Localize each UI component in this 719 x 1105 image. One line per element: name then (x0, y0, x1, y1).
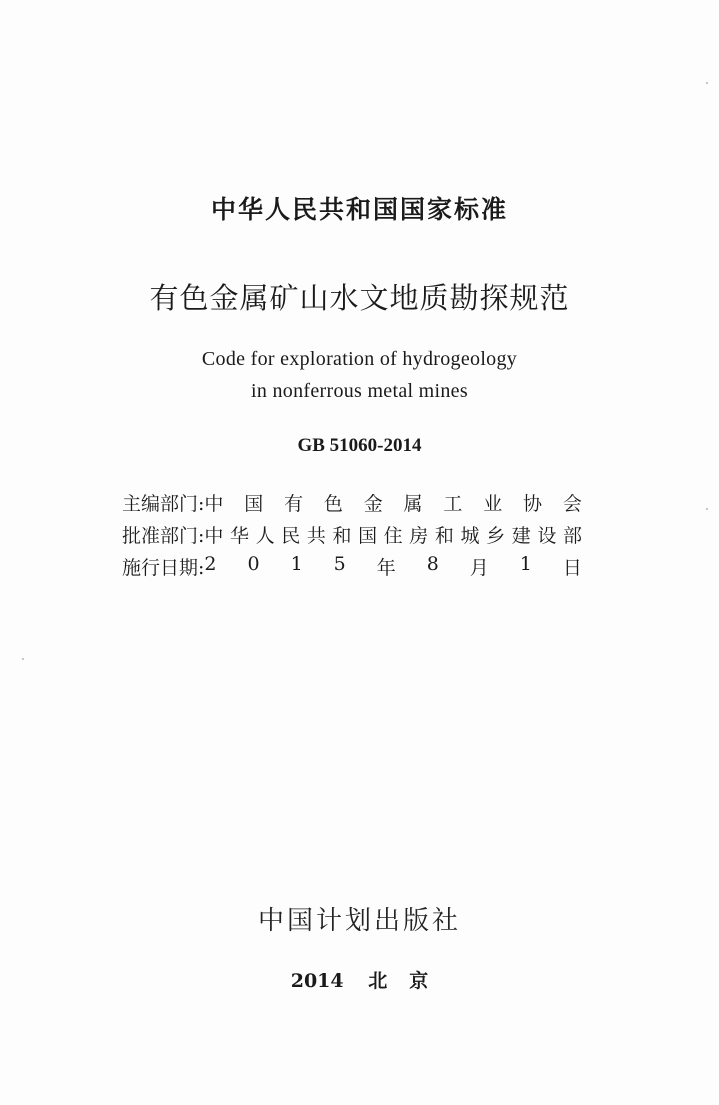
publisher-name: 中国计划出版社 (257, 906, 461, 936)
paper-speck (22, 658, 24, 660)
editor-department-label: 主编部门: (122, 492, 205, 515)
approval-department-label: 批准部门: (122, 524, 205, 547)
paper-speck (706, 82, 708, 84)
effective-date-row (122, 550, 582, 582)
publication-year-place (0, 966, 719, 993)
editor-department-row (122, 486, 582, 518)
publication-year: 2014 (290, 970, 344, 992)
effective-date-value: 2 0 1 5 年 8 月 1 日 (204, 552, 582, 579)
approval-department-row (122, 518, 582, 550)
standard-code: GB 51060-2014 (297, 435, 422, 456)
english-title-line-1: Code for exploration of hydrogeology (201, 348, 518, 370)
standard-type-heading: 中华人民共和国国家标准 (210, 195, 508, 224)
effective-date-label: 施行日期: (122, 556, 205, 579)
editor-department-value: 中 国 有 色 金 属 工 业 协 会 (204, 492, 582, 515)
english-title-line-2: in nonferrous metal mines (251, 380, 468, 402)
publication-city: 北京 (368, 970, 451, 992)
paper-speck (706, 508, 708, 510)
approval-department-value: 中 华 人 民 共 和 国 住 房 和 城 乡 建 设 部 (204, 524, 582, 547)
chinese-title: 有色金属矿山水文地质勘探规范 (149, 281, 570, 315)
